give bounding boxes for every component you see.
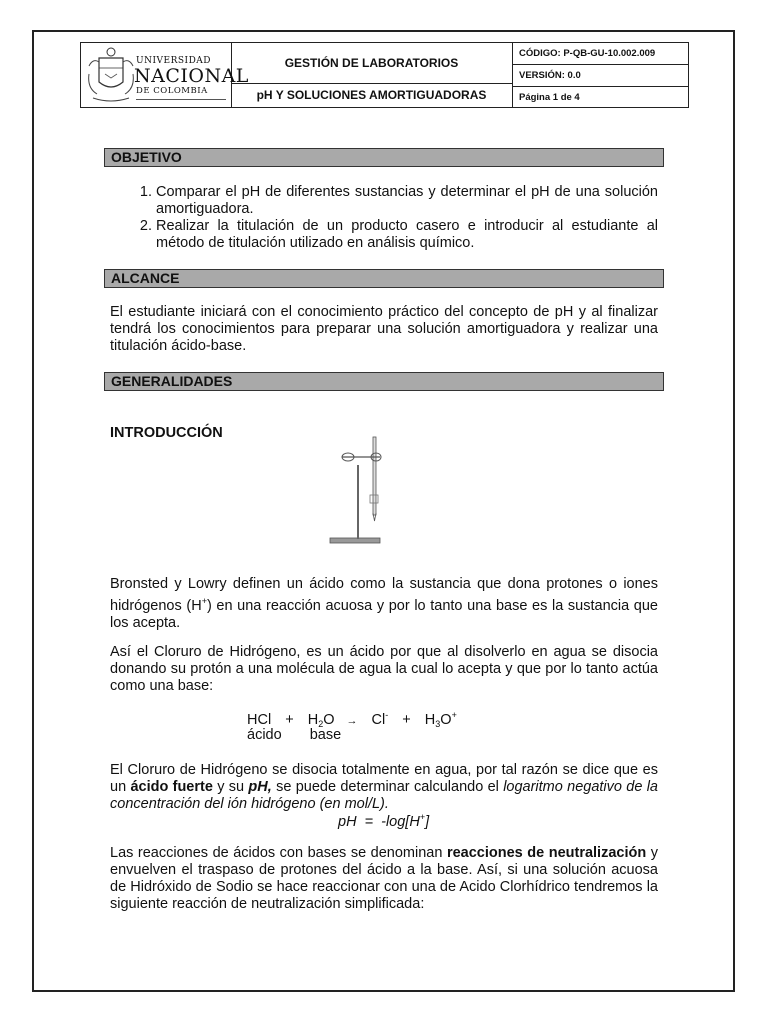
ph-formula: pH = -log[H+] — [338, 812, 430, 830]
document-header — [80, 42, 689, 108]
p3-text-c: se puede determinar calculando el — [271, 779, 504, 795]
eq-water: $H_2O$ — [307, 712, 335, 729]
titration-stand-illustration — [328, 435, 384, 547]
p3-italic-definition: logaritmo negativo de la concentración del ión hidrógeno (en mol/L). — [110, 779, 658, 812]
header-meta-cell — [513, 43, 689, 107]
header-title: GESTIÓN DE LABORATORIOS — [231, 43, 512, 84]
neutralizacion-paragraph — [110, 845, 658, 913]
p3-text-a: El Cloruro de Hidrógeno se disocia totalmente en agua, por tal razón se dice que es un — [110, 762, 658, 795]
section-heading-generalidades: GENERALIDADES — [104, 372, 664, 391]
document-version: VERSIÓN: 0.0 — [513, 65, 689, 87]
p3-bold-acido-fuerte: ácido fuerte — [130, 779, 213, 795]
university-logo — [81, 43, 249, 107]
acido-fuerte-paragraph — [110, 762, 658, 813]
document-code: CÓDIGO: P-QB-GU-10.002.009 — [513, 43, 689, 65]
bronsted-text-a: Bronsted y Lowry definen un ácido como la sustancia que dona protones o iones hidrógenos (H — [110, 576, 658, 614]
p4-text-a: Las reacciones de ácidos con bases se denominan — [110, 845, 447, 861]
h-plus-sup: + — [201, 596, 207, 606]
label-base: base — [309, 727, 342, 743]
eq-hcl: HCl — [247, 712, 272, 728]
logo-text-universidad: UNIVERSIDAD — [136, 56, 212, 66]
p3-text-b: y su — [212, 779, 249, 795]
section-heading-objetivo: OBJETIVO — [104, 148, 664, 167]
eq-hydronium: $H_3O^+$ — [424, 710, 457, 729]
p3-bold-ph: pH, — [248, 779, 272, 795]
equation-labels — [247, 727, 341, 743]
label-acid: ácido — [247, 727, 282, 743]
header-subtitle: pH Y SOLUCIONES AMORTIGUADORAS — [256, 88, 487, 102]
logo-divider — [136, 99, 226, 100]
header-title-cell — [231, 43, 513, 107]
alcance-paragraph: El estudiante iniciará con el conocimiento práctico del concepto de pH y al finalizar tendrá los conocimientos para preparar una solución amortiguadora y realizar una titulación ácido-base. — [110, 304, 658, 354]
eq-arrow-icon: → — [346, 715, 358, 727]
bronsted-text-b: ) en una reacción acuosa y por lo tanto una base es la sustancia que los acepta. — [110, 598, 658, 631]
cloruro-paragraph: Así el Cloruro de Hidrógeno, es un ácido por que al disolverlo en agua se disocia donando su protón a una molécula de agua la cual lo acepta y que por lo tanto actúa como una base: — [110, 644, 658, 694]
bronsted-paragraph — [110, 576, 658, 632]
coat-of-arms-icon — [85, 44, 137, 106]
eq-plus-2: + — [402, 712, 411, 728]
p4-bold-neutralizacion: reacciones de neutralización — [446, 845, 647, 861]
p4-text-b: y envuelven el traspaso de protones del ácido a la base. Así, si una solución acuosa de Hidróxido de Sodio se hace reaccionar con una de Acido Clorhídrico tendremos la siguiente reacción de neutralización simplificada: — [110, 845, 659, 912]
list-item: 1. Comparar el pH de diferentes sustancias y determinar el pH de una solución amortiguadora. — [156, 184, 658, 218]
logo-text-nacional: NACIONAL — [134, 65, 249, 87]
objective-list — [110, 184, 658, 252]
eq-plus-1: + — [285, 712, 294, 728]
list-item: 2. Realizar la titulación de un producto casero e introducir al estudiante al método de titulación utilizado en análisis químico. — [156, 218, 658, 252]
section-heading-alcance: ALCANCE — [104, 269, 664, 288]
eq-chloride: Cl- — [371, 710, 389, 728]
page-number: Página 1 de 4 — [519, 91, 580, 103]
introduccion-heading: INTRODUCCIÓN — [110, 425, 223, 441]
logo-text-colombia: DE COLOMBIA — [136, 86, 208, 96]
